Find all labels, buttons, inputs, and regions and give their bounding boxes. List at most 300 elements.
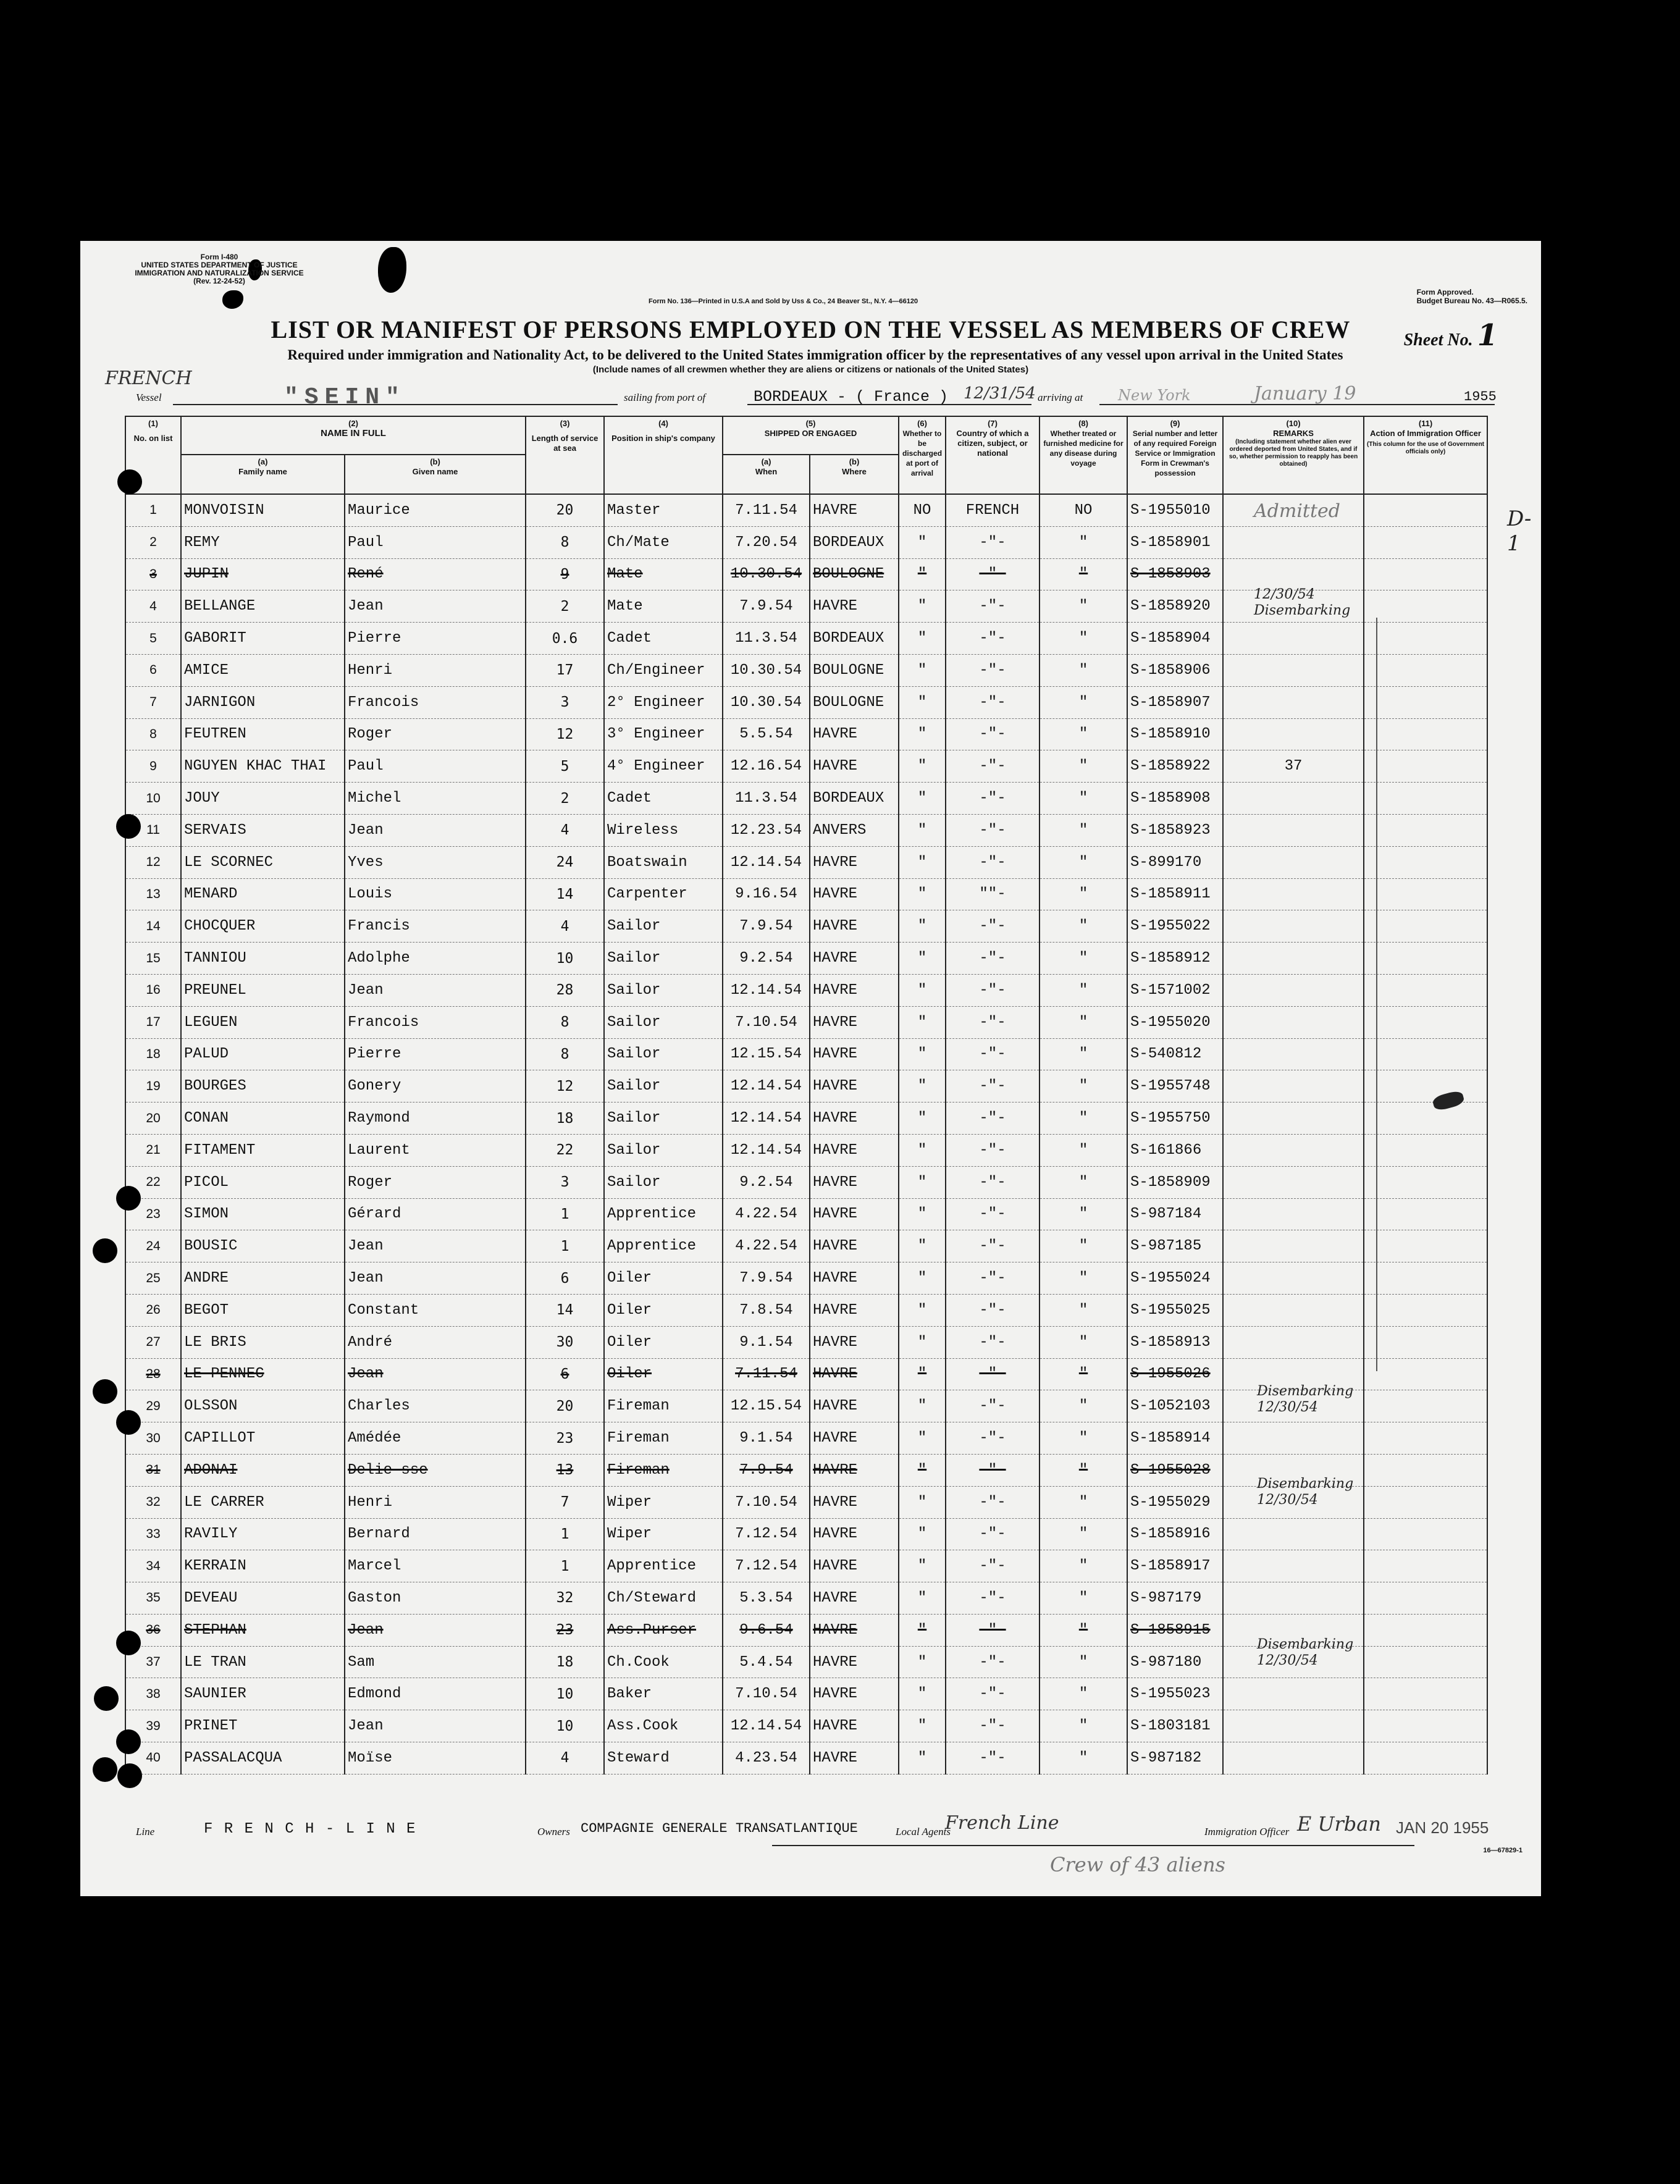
serial-number-cell: S-987184 bbox=[1127, 1198, 1223, 1230]
discharged-cell: " bbox=[899, 1614, 946, 1646]
officer-action-cell bbox=[1364, 1486, 1487, 1518]
shipped-when-cell: 12.15.54 bbox=[723, 1390, 810, 1422]
country-cell: -"- bbox=[946, 686, 1040, 718]
family-name-cell: JARNIGON bbox=[181, 686, 345, 718]
discharged-cell: " bbox=[899, 1358, 946, 1390]
shipped-where-cell: HAVRE bbox=[810, 1646, 899, 1678]
punch-hole bbox=[116, 1729, 141, 1754]
position-cell: Ch/Engineer bbox=[604, 654, 723, 686]
given-name-cell: Roger bbox=[345, 1166, 526, 1198]
shipped-when-cell: 7.9.54 bbox=[723, 590, 810, 623]
punch-hole bbox=[93, 1379, 117, 1404]
discharged-cell: " bbox=[899, 1582, 946, 1615]
serial-number-cell: S-1955029 bbox=[1127, 1486, 1223, 1518]
officer-label: Immigration Officer bbox=[1204, 1826, 1290, 1838]
officer-action-cell bbox=[1364, 1294, 1487, 1326]
discharged-cell: " bbox=[899, 1422, 946, 1455]
table-row bbox=[125, 526, 1487, 558]
shipped-when-cell: 5.4.54 bbox=[723, 1646, 810, 1678]
row-number-cell: 36 bbox=[125, 1614, 181, 1646]
discharged-cell: " bbox=[899, 1710, 946, 1742]
shipped-when-cell: 7.12.54 bbox=[723, 1518, 810, 1550]
shipped-where-cell: HAVRE bbox=[810, 1166, 899, 1198]
country-cell: -"- bbox=[946, 1422, 1040, 1455]
shipped-where-cell: HAVRE bbox=[810, 750, 899, 783]
remark-row-31: Disembarking 12/30/54 bbox=[1257, 1476, 1354, 1508]
table-row bbox=[125, 1198, 1487, 1230]
position-cell: Mate bbox=[604, 558, 723, 590]
discharged-cell: " bbox=[899, 1646, 946, 1678]
col-length-of-service: (3) Length of service at sea bbox=[526, 416, 604, 494]
given-name-cell: Maurice bbox=[345, 494, 526, 526]
table-row bbox=[125, 1006, 1487, 1038]
position-cell: Wiper bbox=[604, 1486, 723, 1518]
officer-action-cell bbox=[1364, 1742, 1487, 1774]
row-number-cell: 31 bbox=[125, 1454, 181, 1486]
position-cell: Fireman bbox=[604, 1390, 723, 1422]
discharged-cell: " bbox=[899, 1550, 946, 1582]
table-row bbox=[125, 1518, 1487, 1550]
country-cell: -"- bbox=[946, 1230, 1040, 1262]
col-given-name: (b) Given name bbox=[345, 455, 526, 494]
col-country: (7) Country of which a citizen, subject, or national bbox=[946, 416, 1040, 494]
officer-action-cell bbox=[1364, 1710, 1487, 1742]
shipped-where-cell: HAVRE bbox=[810, 1614, 899, 1646]
country-cell: -"- bbox=[946, 910, 1040, 943]
service-length-cell: 4 bbox=[526, 1742, 604, 1774]
row-number-cell: 28 bbox=[125, 1358, 181, 1390]
medicine-cell: " bbox=[1040, 1358, 1127, 1390]
officer-action-cell bbox=[1364, 1454, 1487, 1486]
officer-action-cell bbox=[1364, 1678, 1487, 1710]
shipped-when-cell: 7.9.54 bbox=[723, 1454, 810, 1486]
remarks-cell bbox=[1223, 526, 1364, 558]
given-name-cell: Raymond bbox=[345, 1102, 526, 1135]
country-cell: -"- bbox=[946, 526, 1040, 558]
row-number-cell: 4 bbox=[125, 590, 181, 623]
arriving-port: New York bbox=[1118, 387, 1191, 404]
shipped-when-cell: 11.3.54 bbox=[723, 783, 810, 815]
serial-number-cell: S-1955020 bbox=[1127, 1006, 1223, 1038]
remark-row-28: Disembarking 12/30/54 bbox=[1257, 1384, 1354, 1415]
col-name-in-full: (2) NAME IN FULL bbox=[181, 416, 526, 455]
family-name-cell: LEGUEN bbox=[181, 1006, 345, 1038]
country-cell: -"- bbox=[946, 1742, 1040, 1774]
form-identifier bbox=[130, 253, 309, 285]
officer-action-cell bbox=[1364, 910, 1487, 943]
form-id: Form I-480 bbox=[200, 253, 238, 261]
medicine-cell: " bbox=[1040, 718, 1127, 750]
officer-action-cell bbox=[1364, 974, 1487, 1006]
position-cell: Ch/Steward bbox=[604, 1582, 723, 1615]
given-name-cell: Francois bbox=[345, 1006, 526, 1038]
crew-total-note: Crew of 43 aliens bbox=[1050, 1853, 1225, 1876]
position-cell: Sailor bbox=[604, 1038, 723, 1070]
shipped-when-cell: 5.5.54 bbox=[723, 718, 810, 750]
discharged-cell: " bbox=[899, 686, 946, 718]
service-length-cell: 12 bbox=[526, 718, 604, 750]
footer-rule bbox=[772, 1845, 1414, 1846]
shipped-where-cell: HAVRE bbox=[810, 846, 899, 878]
family-name-cell: LE CARRER bbox=[181, 1486, 345, 1518]
given-name-cell: Yves bbox=[345, 846, 526, 878]
remarks-cell bbox=[1223, 846, 1364, 878]
printer-note: Form No. 136—Printed in U.S.A and Sold by Uss & Co., 24 Beaver St., N.Y. 4—66120 bbox=[649, 298, 918, 305]
officer-action-cell bbox=[1364, 1134, 1487, 1166]
family-name-cell: ANDRE bbox=[181, 1262, 345, 1295]
country-cell: -"- bbox=[946, 1454, 1040, 1486]
given-name-cell: Jean bbox=[345, 1710, 526, 1742]
crew-rows bbox=[125, 494, 1487, 1774]
shipped-when-cell: 5.3.54 bbox=[723, 1582, 810, 1615]
given-name-cell: Paul bbox=[345, 750, 526, 783]
position-cell: Master bbox=[604, 494, 723, 526]
medicine-cell: " bbox=[1040, 623, 1127, 655]
service-length-cell: 23 bbox=[526, 1614, 604, 1646]
country-cell: -"- bbox=[946, 1070, 1040, 1102]
serial-number-cell: S-1858903 bbox=[1127, 558, 1223, 590]
officer-action-cell bbox=[1364, 1614, 1487, 1646]
row-number-cell: 5 bbox=[125, 623, 181, 655]
sheet-label: Sheet No. bbox=[1403, 330, 1473, 350]
serial-number-cell: S-1858914 bbox=[1127, 1422, 1223, 1455]
owners-name: COMPAGNIE GENERALE TRANSATLANTIQUE bbox=[581, 1821, 858, 1836]
position-cell: Sailor bbox=[604, 1166, 723, 1198]
service-length-cell: 28 bbox=[526, 974, 604, 1006]
serial-number-cell: S-161866 bbox=[1127, 1134, 1223, 1166]
service-length-cell: 18 bbox=[526, 1646, 604, 1678]
ink-blot bbox=[378, 247, 406, 293]
owners-label: Owners bbox=[537, 1826, 570, 1838]
table-row bbox=[125, 1230, 1487, 1262]
remarks-cell bbox=[1223, 910, 1364, 943]
officer-action-cell bbox=[1364, 1198, 1487, 1230]
punch-hole bbox=[94, 1686, 119, 1711]
col-shipped-or-engaged: (5) SHIPPED OR ENGAGED bbox=[723, 416, 899, 455]
given-name-cell: Henri bbox=[345, 654, 526, 686]
table-header bbox=[125, 416, 1487, 494]
medicine-cell: " bbox=[1040, 558, 1127, 590]
shipped-when-cell: 12.14.54 bbox=[723, 1710, 810, 1742]
discharged-cell: " bbox=[899, 1326, 946, 1358]
officer-action-cell bbox=[1364, 1102, 1487, 1135]
table-row bbox=[125, 1326, 1487, 1358]
remarks-bracket bbox=[1376, 618, 1377, 1371]
position-cell: Sailor bbox=[604, 943, 723, 975]
remarks-cell bbox=[1223, 1422, 1364, 1455]
remarks-cell bbox=[1223, 878, 1364, 910]
family-name-cell: REMY bbox=[181, 526, 345, 558]
given-name-cell: Adolphe bbox=[345, 943, 526, 975]
service-length-cell: 1 bbox=[526, 1550, 604, 1582]
col-serial: (9) Serial number and letter of any required Foreign Service or Immigration Form in Crewman's possession bbox=[1127, 416, 1223, 494]
table-row bbox=[125, 846, 1487, 878]
shipped-when-cell: 7.10.54 bbox=[723, 1006, 810, 1038]
family-name-cell: CONAN bbox=[181, 1102, 345, 1135]
shipped-where-cell: HAVRE bbox=[810, 1710, 899, 1742]
family-name-cell: JUPIN bbox=[181, 558, 345, 590]
shipped-when-cell: 9.6.54 bbox=[723, 1614, 810, 1646]
shipped-where-cell: HAVRE bbox=[810, 1678, 899, 1710]
service-length-cell: 24 bbox=[526, 846, 604, 878]
position-cell: Ch/Mate bbox=[604, 526, 723, 558]
row-number-cell: 20 bbox=[125, 1102, 181, 1135]
row-number-cell: 6 bbox=[125, 654, 181, 686]
table-row bbox=[125, 1166, 1487, 1198]
shipped-when-cell: 7.11.54 bbox=[723, 1358, 810, 1390]
row-number-cell: 21 bbox=[125, 1134, 181, 1166]
action-d1: D-1 bbox=[1507, 506, 1532, 556]
serial-number-cell: S-1955025 bbox=[1127, 1294, 1223, 1326]
discharged-cell: " bbox=[899, 910, 946, 943]
medicine-cell: " bbox=[1040, 526, 1127, 558]
family-name-cell: PREUNEL bbox=[181, 974, 345, 1006]
table-row bbox=[125, 878, 1487, 910]
col-no: (1) No. on list bbox=[125, 416, 181, 494]
shipped-where-cell: HAVRE bbox=[810, 1550, 899, 1582]
row-number-cell: 13 bbox=[125, 878, 181, 910]
service-length-cell: 1 bbox=[526, 1198, 604, 1230]
row-number-cell: 7 bbox=[125, 686, 181, 718]
shipped-when-cell: 11.3.54 bbox=[723, 623, 810, 655]
position-cell: Oiler bbox=[604, 1358, 723, 1390]
service-length-cell: 2 bbox=[526, 590, 604, 623]
country-cell: -"- bbox=[946, 590, 1040, 623]
table-row bbox=[125, 558, 1487, 590]
service-length-cell: 18 bbox=[526, 1102, 604, 1135]
service-length-cell: 10 bbox=[526, 1678, 604, 1710]
family-name-cell: BOUSIC bbox=[181, 1230, 345, 1262]
shipped-when-cell: 7.8.54 bbox=[723, 1294, 810, 1326]
given-name-cell: Bernard bbox=[345, 1518, 526, 1550]
shipped-when-cell: 4.22.54 bbox=[723, 1198, 810, 1230]
remark-row-3: 12/30/54 Disembarking bbox=[1254, 587, 1351, 618]
medicine-cell: " bbox=[1040, 1134, 1127, 1166]
row-number-cell: 37 bbox=[125, 1646, 181, 1678]
country-cell: FRENCH bbox=[946, 494, 1040, 526]
service-length-cell: 12 bbox=[526, 1070, 604, 1102]
punch-hole bbox=[117, 469, 142, 494]
family-name-cell: DEVEAU bbox=[181, 1582, 345, 1615]
service-length-cell: 6 bbox=[526, 1358, 604, 1390]
row-number-cell: 24 bbox=[125, 1230, 181, 1262]
serial-number-cell: S-1052103 bbox=[1127, 1390, 1223, 1422]
remarks-cell bbox=[1223, 1134, 1364, 1166]
shipped-where-cell: HAVRE bbox=[810, 1038, 899, 1070]
discharged-cell: " bbox=[899, 718, 946, 750]
footer-line bbox=[136, 1812, 1519, 1843]
position-cell: Oiler bbox=[604, 1262, 723, 1295]
table-row bbox=[125, 1742, 1487, 1774]
service-length-cell: 14 bbox=[526, 878, 604, 910]
serial-number-cell: S-1858909 bbox=[1127, 1166, 1223, 1198]
position-cell: 2° Engineer bbox=[604, 686, 723, 718]
remarks-cell bbox=[1223, 623, 1364, 655]
remarks-cell bbox=[1223, 1710, 1364, 1742]
shipped-when-cell: 12.14.54 bbox=[723, 1070, 810, 1102]
row-number-cell: 2 bbox=[125, 526, 181, 558]
vessel-line bbox=[136, 384, 1507, 409]
officer-action-cell bbox=[1364, 1006, 1487, 1038]
shipped-where-cell: HAVRE bbox=[810, 1518, 899, 1550]
officer-action-cell bbox=[1364, 686, 1487, 718]
col-officer-action: (11) Action of Immigration Officer (This column for the use of Government officials only) bbox=[1364, 416, 1487, 494]
serial-number-cell: S-1858904 bbox=[1127, 623, 1223, 655]
family-name-cell: MENARD bbox=[181, 878, 345, 910]
shipped-where-cell: HAVRE bbox=[810, 718, 899, 750]
medicine-cell: " bbox=[1040, 1582, 1127, 1615]
table-row bbox=[125, 943, 1487, 975]
table-row bbox=[125, 814, 1487, 846]
country-cell: -"- bbox=[946, 943, 1040, 975]
shipped-where-cell: HAVRE bbox=[810, 1230, 899, 1262]
medicine-cell: " bbox=[1040, 1166, 1127, 1198]
service-length-cell: 13 bbox=[526, 1454, 604, 1486]
family-name-cell: LE BRIS bbox=[181, 1326, 345, 1358]
serial-number-cell: S-1858908 bbox=[1127, 783, 1223, 815]
given-name-cell: Sam bbox=[345, 1646, 526, 1678]
table-row bbox=[125, 654, 1487, 686]
remarks-cell bbox=[1223, 1582, 1364, 1615]
col-when: (a) When bbox=[723, 455, 810, 494]
position-cell: Ass.Cook bbox=[604, 1710, 723, 1742]
service-length-cell: 0.6 bbox=[526, 623, 604, 655]
officer-action-cell bbox=[1364, 526, 1487, 558]
country-cell: -"- bbox=[946, 1614, 1040, 1646]
discharged-cell: " bbox=[899, 1134, 946, 1166]
medicine-cell: " bbox=[1040, 878, 1127, 910]
service-length-cell: 7 bbox=[526, 1486, 604, 1518]
discharged-cell: " bbox=[899, 1518, 946, 1550]
service-length-cell: 14 bbox=[526, 1294, 604, 1326]
given-name-cell: Charles bbox=[345, 1390, 526, 1422]
family-name-cell: LE TRAN bbox=[181, 1646, 345, 1678]
given-name-cell: Jean bbox=[345, 974, 526, 1006]
position-cell: Sailor bbox=[604, 1134, 723, 1166]
table-row bbox=[125, 686, 1487, 718]
discharged-cell: " bbox=[899, 1262, 946, 1295]
country-cell: -"- bbox=[946, 750, 1040, 783]
form-rev: (Rev. 12-24-52) bbox=[193, 277, 245, 285]
given-name-cell: Paul bbox=[345, 526, 526, 558]
punch-hole bbox=[116, 1186, 141, 1211]
position-cell: 4° Engineer bbox=[604, 750, 723, 783]
officer-action-cell bbox=[1364, 558, 1487, 590]
remarks-cell bbox=[1223, 558, 1364, 590]
shipped-when-cell: 12.14.54 bbox=[723, 846, 810, 878]
discharged-cell: " bbox=[899, 1006, 946, 1038]
manifest-sheet bbox=[80, 241, 1541, 1896]
country-cell: -"- bbox=[946, 1646, 1040, 1678]
shipped-where-cell: BORDEAUX bbox=[810, 526, 899, 558]
serial-number-cell: S-1955750 bbox=[1127, 1102, 1223, 1135]
row-number-cell: 19 bbox=[125, 1070, 181, 1102]
position-cell: Steward bbox=[604, 1742, 723, 1774]
sailing-port: BORDEAUX - ( France ) bbox=[754, 388, 949, 406]
shipped-when-cell: 12.14.54 bbox=[723, 974, 810, 1006]
position-cell: Ch.Cook bbox=[604, 1646, 723, 1678]
serial-number-cell: S-899170 bbox=[1127, 846, 1223, 878]
discharged-cell: " bbox=[899, 1390, 946, 1422]
given-name-cell: Jean bbox=[345, 1358, 526, 1390]
discharged-cell: " bbox=[899, 750, 946, 783]
shipped-where-cell: HAVRE bbox=[810, 1390, 899, 1422]
discharged-cell: " bbox=[899, 814, 946, 846]
country-cell: -"- bbox=[946, 846, 1040, 878]
family-name-cell: SERVAIS bbox=[181, 814, 345, 846]
serial-number-cell: S-1955010 bbox=[1127, 494, 1223, 526]
given-name-cell: Jean bbox=[345, 590, 526, 623]
serial-number-cell: S-1858915 bbox=[1127, 1614, 1223, 1646]
serial-number-cell: S-1858911 bbox=[1127, 878, 1223, 910]
officer-action-cell bbox=[1364, 878, 1487, 910]
family-name-cell: LE SCORNEC bbox=[181, 846, 345, 878]
remarks-cell bbox=[1223, 1230, 1364, 1262]
service-length-cell: 8 bbox=[526, 1006, 604, 1038]
given-name-cell: Henri bbox=[345, 1486, 526, 1518]
row-number-cell: 29 bbox=[125, 1390, 181, 1422]
position-cell: Sailor bbox=[604, 974, 723, 1006]
punch-hole bbox=[117, 1763, 142, 1788]
row-number-cell: 10 bbox=[125, 783, 181, 815]
shipped-where-cell: HAVRE bbox=[810, 1102, 899, 1135]
service-length-cell: 10 bbox=[526, 943, 604, 975]
table-row bbox=[125, 783, 1487, 815]
service-length-cell: 30 bbox=[526, 1326, 604, 1358]
family-name-cell: PICOL bbox=[181, 1166, 345, 1198]
serial-number-cell: S-1858920 bbox=[1127, 590, 1223, 623]
shipped-where-cell: HAVRE bbox=[810, 1358, 899, 1390]
shipped-when-cell: 10.30.54 bbox=[723, 558, 810, 590]
family-name-cell: STEPHAN bbox=[181, 1614, 345, 1646]
given-name-cell: Constant bbox=[345, 1294, 526, 1326]
discharged-cell: " bbox=[899, 943, 946, 975]
shipped-when-cell: 12.14.54 bbox=[723, 1102, 810, 1135]
family-name-cell: NGUYEN KHAC THAI bbox=[181, 750, 345, 783]
medicine-cell: NO bbox=[1040, 494, 1127, 526]
table-row bbox=[125, 1262, 1487, 1295]
remarks-cell bbox=[1223, 654, 1364, 686]
medicine-cell: " bbox=[1040, 1614, 1127, 1646]
family-name-cell: BEGOT bbox=[181, 1294, 345, 1326]
table-row bbox=[125, 1582, 1487, 1615]
officer-action-cell bbox=[1364, 750, 1487, 783]
country-cell: -"- bbox=[946, 1550, 1040, 1582]
family-name-cell: FITAMENT bbox=[181, 1134, 345, 1166]
discharged-cell: " bbox=[899, 1038, 946, 1070]
officer-action-cell bbox=[1364, 1230, 1487, 1262]
serial-number-cell: S-1955026 bbox=[1127, 1358, 1223, 1390]
shipped-where-cell: BORDEAUX bbox=[810, 783, 899, 815]
shipped-when-cell: 4.23.54 bbox=[723, 1742, 810, 1774]
remarks-cell bbox=[1223, 974, 1364, 1006]
family-name-cell: CAPILLOT bbox=[181, 1422, 345, 1455]
row-number-cell: 1 bbox=[125, 494, 181, 526]
col-medicine: (8) Whether treated or furnished medicine for any disease during voyage bbox=[1040, 416, 1127, 494]
shipped-when-cell: 9.16.54 bbox=[723, 878, 810, 910]
family-name-cell: CHOCQUER bbox=[181, 910, 345, 943]
serial-number-cell: S-1858912 bbox=[1127, 943, 1223, 975]
position-cell: Fireman bbox=[604, 1422, 723, 1455]
position-cell: Wiper bbox=[604, 1518, 723, 1550]
country-cell: -"- bbox=[946, 1678, 1040, 1710]
given-name-cell: René bbox=[345, 558, 526, 590]
remarks-cell bbox=[1223, 1262, 1364, 1295]
discharged-cell: " bbox=[899, 1166, 946, 1198]
discharged-cell: " bbox=[899, 1294, 946, 1326]
crew-manifest-table bbox=[125, 416, 1488, 1774]
position-cell: Cadet bbox=[604, 783, 723, 815]
